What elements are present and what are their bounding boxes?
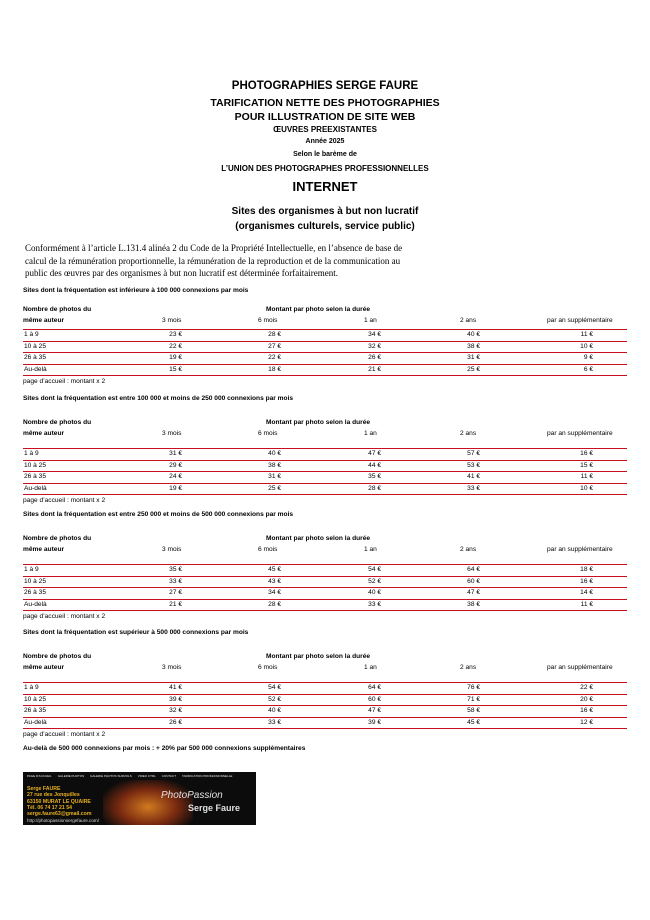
table-rule	[23, 341, 627, 342]
contact-city: 63150 MURAT LE QUAIRE	[27, 798, 91, 805]
price-cell: 76 €	[467, 684, 480, 691]
price-cell: 22 €	[268, 354, 281, 361]
duration-header: 3 mois	[162, 546, 182, 553]
price-cell: 44 €	[368, 461, 381, 469]
price-cell: 28 €	[368, 484, 381, 492]
price-cell: 41 €	[467, 473, 480, 480]
price-cell: 26 €	[368, 354, 381, 361]
price-cell: 58 €	[467, 707, 480, 714]
price-cell: 26 €	[169, 718, 182, 726]
table-rule	[23, 705, 627, 706]
table-rule	[23, 460, 627, 461]
row-label: 1 à 9	[24, 566, 39, 573]
section-title: Sites dont la fréquentation est inférieure à 100 000 connexions par mois	[23, 287, 249, 294]
contact-name: Serge FAURE	[27, 786, 61, 792]
duration-header: 1 an	[364, 546, 377, 553]
price-cell: 54 €	[268, 684, 281, 691]
row-label: 26 à 35	[24, 707, 46, 714]
price-cell: 40 €	[268, 707, 281, 714]
works-label: ŒUVRES PREEXISTANTES	[273, 125, 377, 134]
column-label-line1: Nombre de photos du	[23, 535, 92, 542]
price-cell: 15 €	[580, 461, 593, 469]
price-cell: 11 €	[580, 473, 593, 480]
column-label-line1: Nombre de photos du	[23, 653, 92, 660]
subtitle-line1: Sites des organismes à but non lucratif	[231, 206, 419, 217]
price-cell: 27 €	[268, 342, 281, 350]
doc-title-line1: TARIFICATION NETTE DES PHOTOGRAPHIES	[210, 97, 440, 109]
amount-header: Montant par photo selon la durée	[266, 419, 371, 426]
column-label-line2: même auteur	[23, 430, 65, 437]
duration-header: 3 mois	[162, 317, 182, 324]
price-cell: 31 €	[467, 354, 480, 361]
price-cell: 18 €	[580, 566, 593, 573]
row-label: 26 à 35	[24, 589, 46, 596]
homepage-footnote: page d’accueil : montant x 2	[23, 377, 106, 385]
table-rule	[23, 610, 627, 611]
duration-header: par an supplémentaire	[547, 664, 613, 671]
duration-header: 2 ans	[460, 546, 477, 553]
intro-paragraph: Conformément à l’article L.131.4 alinéa 2 du Code de la Propriété Intellectuelle, en l’absence de base de calcul de la rémunération proportionnelle, la rémunération de la reproduction et de la communication au public des œuvres par des organismes à but non lucratif est déterminée forfaitairement.	[25, 243, 403, 278]
price-cell: 40 €	[368, 589, 381, 596]
price-cell: 23 €	[169, 331, 182, 338]
banner-contact	[27, 786, 117, 817]
price-cell: 35 €	[368, 473, 381, 480]
price-cell: 47 €	[368, 450, 381, 457]
column-label-line2: même auteur	[23, 546, 65, 553]
table-rule	[23, 564, 627, 565]
price-cell: 45 €	[467, 718, 480, 726]
price-cell: 14 €	[580, 589, 593, 596]
table-rule	[23, 448, 627, 449]
banner-nav-item: TARIFICATION PROFESSIONNELLE	[182, 774, 233, 778]
price-cell: 11 €	[580, 600, 593, 608]
price-cell: 27 €	[169, 589, 182, 596]
table-rule	[23, 494, 627, 495]
row-label: 10 à 25	[24, 695, 46, 703]
table-rule	[23, 682, 627, 683]
row-label: 1 à 9	[24, 450, 39, 457]
duration-header: 1 an	[364, 317, 377, 324]
price-cell: 43 €	[268, 577, 281, 585]
table-rule	[23, 717, 627, 718]
price-cell: 54 €	[368, 566, 381, 573]
price-cell: 45 €	[268, 566, 281, 573]
row-label: 1 à 9	[24, 331, 39, 338]
column-label-line2: même auteur	[23, 664, 65, 671]
homepage-footnote: page d’accueil : montant x 2	[23, 730, 106, 738]
row-label: 26 à 35	[24, 354, 46, 361]
duration-header: 6 mois	[258, 317, 278, 324]
table-rule	[23, 375, 627, 376]
table-rule	[23, 352, 627, 353]
price-cell: 22 €	[169, 342, 182, 350]
price-cell: 47 €	[467, 589, 480, 596]
price-cell: 24 €	[169, 473, 182, 480]
banner-nav-item: VIDEO CTRL	[137, 774, 156, 778]
duration-header: 3 mois	[162, 430, 182, 437]
year-label: Année 2025	[305, 138, 345, 145]
price-cell: 28 €	[268, 331, 281, 338]
row-label: Au-delà	[24, 718, 47, 726]
price-cell: 35 €	[169, 566, 182, 573]
contact-email: serge.faure63@gmail.com	[27, 811, 92, 818]
price-cell: 10 €	[580, 342, 593, 350]
price-cell: 31 €	[268, 473, 281, 480]
price-cell: 10 €	[580, 484, 593, 492]
column-label-line1: Nombre de photos du	[23, 306, 92, 313]
row-label: 1 à 9	[24, 684, 39, 691]
price-cell: 16 €	[580, 707, 593, 714]
homepage-footnote: page d’accueil : montant x 2	[23, 496, 106, 504]
table-rule	[23, 728, 627, 729]
price-cell: 38 €	[467, 600, 480, 608]
subtitle-line2: (organismes culturels, service public)	[235, 221, 415, 232]
contact-phone: Tél. 06 74 17 21 54	[27, 804, 72, 811]
price-cell: 33 €	[467, 484, 480, 492]
final-note: Au-delà de 500 000 connexions par mois : + 20% par 500 000 connexions supplémentaires	[23, 745, 306, 752]
section-title: Sites dont la fréquentation est entre 250 000 et moins de 500 000 connexions par mois	[23, 511, 294, 518]
amount-header: Montant par photo selon la durée	[266, 535, 371, 542]
price-cell: 19 €	[169, 354, 182, 361]
price-cell: 34 €	[368, 331, 381, 338]
price-cell: 21 €	[368, 365, 381, 373]
price-cell: 33 €	[368, 600, 381, 608]
duration-header: 6 mois	[258, 546, 278, 553]
duration-header: par an supplémentaire	[547, 317, 613, 324]
banner-brand-photopassion: PhotoPassion	[161, 790, 223, 801]
price-cell: 31 €	[169, 450, 182, 457]
duration-header: 3 mois	[162, 664, 182, 671]
table-rule	[23, 471, 627, 472]
price-cell: 34 €	[268, 589, 281, 596]
row-label: Au-delà	[24, 484, 47, 492]
medium-title: INTERNET	[292, 179, 358, 194]
banner-nav-item: GALERIE PHOTOS SURVOLS	[90, 774, 132, 778]
price-cell: 33 €	[169, 577, 182, 585]
table-rule	[23, 483, 627, 484]
doc-title-line2: POUR ILLUSTRATION DE SITE WEB	[234, 111, 416, 123]
price-cell: 29 €	[169, 461, 182, 469]
duration-header: 1 an	[364, 664, 377, 671]
price-cell: 11 €	[580, 331, 593, 338]
duration-header: 6 mois	[258, 430, 278, 437]
price-cell: 40 €	[268, 450, 281, 457]
banner-nav-item: PAGE D'ACCUEIL	[27, 774, 52, 778]
union-label: L’UNION DES PHOTOGRAPHES PROFESSIONNELLES	[221, 164, 429, 173]
price-cell: 25 €	[467, 365, 480, 373]
price-cell: 19 €	[169, 484, 182, 492]
company-title: PHOTOGRAPHIES SERGE FAURE	[231, 80, 419, 92]
price-cell: 20 €	[580, 695, 593, 703]
duration-header: par an supplémentaire	[547, 430, 613, 437]
price-cell: 52 €	[268, 695, 281, 703]
price-cell: 15 €	[169, 365, 182, 373]
row-label: 10 à 25	[24, 577, 46, 585]
amount-header: Montant par photo selon la durée	[266, 306, 371, 313]
price-cell: 53 €	[467, 461, 480, 469]
price-cell: 64 €	[368, 684, 381, 691]
column-label-line1: Nombre de photos du	[23, 419, 92, 426]
price-cell: 32 €	[368, 342, 381, 350]
price-cell: 52 €	[368, 577, 381, 585]
duration-header: 2 ans	[460, 317, 477, 324]
price-cell: 21 €	[169, 600, 182, 608]
table-rule	[23, 587, 627, 588]
section-title: Sites dont la fréquentation est supérieur à 500 000 connexions par mois	[23, 629, 249, 636]
price-cell: 39 €	[368, 718, 381, 726]
price-cell: 16 €	[580, 450, 593, 457]
row-label: 10 à 25	[24, 461, 46, 469]
duration-header: 2 ans	[460, 430, 477, 437]
price-cell: 22 €	[580, 684, 593, 691]
table-rule	[23, 694, 627, 695]
price-cell: 32 €	[169, 707, 182, 714]
price-cell: 39 €	[169, 695, 182, 703]
section-title: Sites dont la fréquentation est entre 100 000 et moins de 250 000 connexions par mois	[23, 395, 294, 402]
price-cell: 40 €	[467, 331, 480, 338]
duration-header: par an supplémentaire	[547, 546, 613, 553]
price-cell: 28 €	[268, 600, 281, 608]
contact-street: 27 rue des Jonquilles	[27, 792, 80, 799]
row-label: Au-delà	[24, 365, 47, 373]
table-rule	[23, 599, 627, 600]
price-cell: 25 €	[268, 484, 281, 492]
price-cell: 60 €	[467, 577, 480, 585]
table-rule	[23, 364, 627, 365]
duration-header: 2 ans	[460, 664, 477, 671]
price-cell: 71 €	[467, 695, 480, 703]
duration-header: 6 mois	[258, 664, 278, 671]
price-cell: 12 €	[580, 718, 593, 726]
price-cell: 18 €	[268, 365, 281, 373]
amount-header: Montant par photo selon la durée	[266, 653, 371, 660]
price-cell: 38 €	[268, 461, 281, 469]
according-label: Selon le barème de	[293, 151, 357, 158]
banner-brand-name: Serge Faure	[188, 803, 241, 813]
price-cell: 33 €	[268, 718, 281, 726]
table-rule	[23, 329, 627, 330]
row-label: 10 à 25	[24, 342, 46, 350]
column-label-line2: même auteur	[23, 317, 65, 324]
price-cell: 57 €	[467, 450, 480, 457]
banner-nav-item: CONTACT	[161, 774, 177, 778]
price-cell: 16 €	[580, 577, 593, 585]
homepage-footnote: page d’accueil : montant x 2	[23, 612, 106, 620]
photopassion-banner[interactable]	[23, 772, 256, 825]
price-cell: 64 €	[467, 566, 480, 573]
row-label: 26 à 35	[24, 473, 46, 480]
price-cell: 47 €	[368, 707, 381, 714]
price-cell: 41 €	[169, 684, 182, 691]
price-cell: 60 €	[368, 695, 381, 703]
price-cell: 9 €	[583, 354, 593, 361]
duration-header: 1 an	[364, 430, 377, 437]
banner-nav	[23, 772, 256, 780]
banner-nav-item: GALERIE PHOTOS	[57, 774, 85, 778]
banner-url[interactable]: http://photopassionsergefaure.com/	[27, 818, 100, 823]
row-label: Au-delà	[24, 600, 47, 608]
price-cell: 6 €	[583, 365, 593, 373]
price-cell: 38 €	[467, 342, 480, 350]
table-rule	[23, 576, 627, 577]
